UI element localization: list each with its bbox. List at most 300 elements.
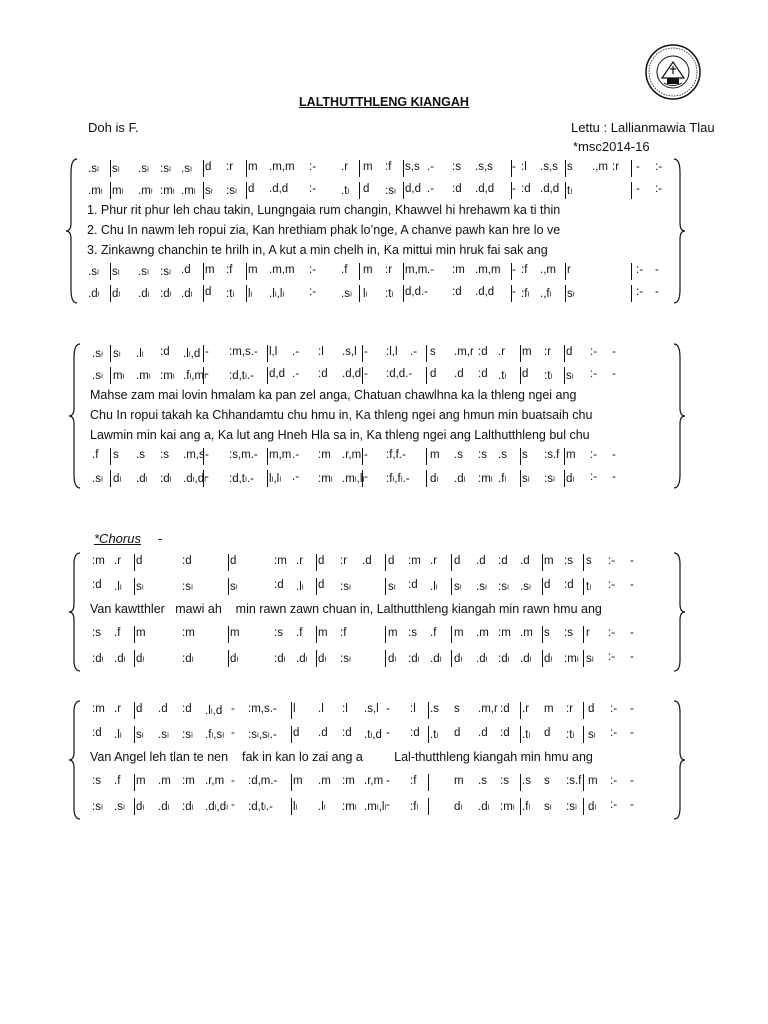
solfa-note: .m,s	[183, 449, 205, 461]
measure-bar	[228, 578, 229, 595]
solfa-note: .sₗ	[88, 266, 99, 278]
solfa-note: s	[430, 346, 436, 358]
solfa-note: :f	[340, 627, 347, 639]
solfa-note: .dₗ	[158, 801, 170, 813]
solfa-note: :d	[92, 727, 102, 739]
measure-bar	[520, 726, 521, 743]
measure-bar	[564, 367, 565, 384]
chorus-dash: -	[158, 531, 163, 546]
measure-bar	[316, 554, 317, 571]
solfa-note: :l,l	[386, 346, 398, 358]
solfa-note: -	[612, 346, 616, 358]
solfa-note: -	[231, 727, 235, 739]
solfa-note: .sₗ	[88, 163, 99, 175]
measure-bar	[316, 578, 317, 595]
solfa-note: :m	[342, 775, 355, 787]
solfa-note: d	[388, 555, 395, 567]
solfa-note: :fₗ	[410, 801, 419, 813]
solfa-part-row	[0, 576, 768, 596]
solfa-note: -	[386, 727, 390, 739]
measure-bar	[203, 367, 204, 384]
solfa-note: dₗ	[544, 653, 553, 665]
solfa-note: .-	[427, 264, 435, 276]
lyric-text: 2. Chu In nawm leh ropui zia, Kan hrethiam phak lo’nge, A chanve pawh kan hre lo ve	[87, 223, 561, 237]
solfa-note: sₗ	[136, 581, 144, 593]
solfa-note: :m,s.-	[248, 703, 277, 715]
lyric-text: Mahse zam mai lovin hmalam ka pan zel anga, Chatuan chawlhna ka la thleng ngei ang	[90, 388, 577, 402]
solfa-note: -	[630, 799, 634, 811]
lyric-line	[0, 241, 768, 261]
solfa-note: :f	[521, 264, 528, 276]
solfa-note: -	[364, 346, 368, 358]
measure-bar	[246, 160, 247, 177]
measure-bar	[203, 263, 204, 280]
solfa-note: sₗ	[586, 653, 594, 665]
measure-bar	[583, 554, 584, 571]
solfa-note: :m	[452, 264, 465, 276]
lyric-line	[0, 221, 768, 241]
solfa-note: :s	[452, 161, 461, 173]
solfa-note: d	[136, 555, 143, 567]
solfa-note: .lₗ	[114, 581, 122, 593]
solfa-note: m,m	[405, 264, 428, 276]
solfa-note: d	[318, 555, 325, 567]
solfa-note: :-	[608, 651, 616, 663]
solfa-note: m,m	[269, 449, 292, 461]
solfa-note: :s	[478, 449, 487, 461]
solfa-note: .dₗ	[138, 287, 150, 300]
solfa-note: s	[544, 627, 550, 639]
solfa-note: sₗ	[588, 729, 596, 741]
solfa-note: d	[454, 727, 461, 739]
solfa-note: :mₗ	[478, 472, 493, 485]
solfa-note: .fₗ,mₗ	[183, 369, 206, 382]
solfa-note: .m,m	[475, 264, 501, 276]
solfa-note: :d	[478, 367, 488, 380]
measure-bar	[631, 285, 632, 302]
solfa-note: m	[136, 775, 146, 787]
solfa-note: :sₗ	[340, 653, 351, 665]
solfa-note: :fₗ	[521, 287, 530, 300]
measure-bar	[520, 345, 521, 362]
measure-bar	[426, 345, 427, 362]
solfa-note: :m,s.-	[229, 346, 258, 358]
measure-bar	[583, 626, 584, 643]
solfa-note: :r	[544, 346, 552, 358]
solfa-note: m	[318, 627, 328, 639]
solfa-part-row	[0, 468, 768, 488]
left-brace	[68, 343, 82, 489]
measure-bar	[134, 554, 135, 571]
solfa-note: :d	[410, 727, 420, 739]
solfa-note: :dₗ	[182, 801, 194, 813]
measure-bar	[428, 774, 429, 791]
solfa-note: .r	[114, 555, 122, 567]
solfa-part-row	[0, 261, 768, 281]
solfa-note: .m	[476, 627, 489, 639]
solfa-note: .f	[114, 775, 121, 787]
solfa-note: -	[630, 727, 634, 739]
solfa-note: :dₗ	[160, 472, 172, 485]
solfa-note: .d	[476, 555, 486, 567]
measure-bar	[451, 554, 452, 571]
solfa-note: d	[544, 579, 551, 591]
solfa-note: :s	[92, 627, 101, 639]
measure-bar	[267, 367, 268, 384]
solfa-note: sₗ	[112, 266, 120, 278]
solfa-note: .-	[292, 367, 300, 380]
solfa-note: d	[544, 727, 551, 739]
solfa-note: .tₗ	[341, 184, 350, 197]
solfa-note: dₗ	[112, 287, 121, 300]
solfa-note: .d,d	[475, 182, 495, 195]
solfa-note: .lₗ	[296, 581, 304, 593]
measure-bar	[565, 182, 566, 199]
key-signature: Doh is F.	[88, 120, 139, 135]
solfa-note: .tₗ,d	[364, 729, 382, 741]
measure-bar	[110, 345, 111, 362]
solfa-note: d	[205, 161, 212, 173]
solfa-note: .s	[478, 775, 487, 787]
solfa-note: -	[205, 346, 209, 358]
solfa-note: -	[630, 555, 634, 567]
solfa-note: .dₗ	[296, 653, 308, 665]
solfa-note: :m	[182, 775, 195, 787]
solfa-note: .r,m	[364, 775, 384, 787]
solfa-note: .sₗ	[476, 581, 487, 593]
solfa-note: .dₗ	[478, 801, 490, 813]
solfa-note: sₗ	[544, 801, 552, 813]
solfa-part-row	[0, 158, 768, 178]
solfa-note: -	[655, 264, 659, 276]
measure-bar	[511, 182, 512, 199]
solfa-note: .sₗ	[158, 729, 169, 741]
solfa-part-row	[0, 700, 768, 720]
solfa-note: s	[586, 555, 592, 567]
solfa-note: :mₗ	[564, 653, 579, 665]
measure-bar	[110, 182, 111, 199]
solfa-note: sₗ	[113, 348, 121, 360]
solfa-note: .r,m	[205, 775, 225, 787]
solfa-note: .f	[296, 627, 303, 639]
solfa-note: .,fₗ	[540, 287, 552, 300]
solfa-part-row	[0, 724, 768, 744]
solfa-note: .sₗ	[181, 163, 192, 175]
solfa-note: m	[230, 627, 240, 639]
solfa-note: :d	[452, 285, 462, 298]
solfa-note: .tₗ	[430, 729, 439, 741]
solfa-note: s	[454, 703, 460, 715]
measure-bar	[564, 345, 565, 362]
solfa-note: .dₗ	[520, 653, 532, 665]
solfa-note: .mₗ	[138, 184, 153, 197]
solfa-note: dₗ	[318, 653, 327, 665]
solfa-note: :f	[226, 264, 233, 276]
measure-bar	[403, 160, 404, 177]
solfa-note: .m,m	[269, 264, 295, 276]
solfa-note: :-	[608, 579, 616, 591]
solfa-note: .lₗ	[114, 729, 122, 741]
solfa-note: s	[113, 449, 119, 461]
solfa-note: :mₗ	[342, 801, 357, 813]
measure-bar	[511, 285, 512, 302]
measure-bar	[564, 470, 565, 487]
solfa-note: d	[522, 367, 529, 380]
solfa-note: :d	[564, 579, 574, 591]
right-brace	[672, 700, 686, 820]
solfa-note: m	[566, 449, 576, 461]
solfa-note: :mₗ	[318, 472, 333, 485]
solfa-note: :dₗ	[182, 653, 194, 665]
solfa-note: -	[205, 470, 209, 483]
right-brace	[672, 343, 686, 489]
solfa-note: .f	[341, 264, 348, 276]
lyric-line	[0, 600, 768, 620]
solfa-note: lₗ	[363, 287, 368, 300]
solfa-note: -	[630, 775, 634, 787]
solfa-note: .sₗ	[138, 266, 149, 278]
measure-bar	[385, 626, 386, 643]
solfa-note: lₗ	[293, 801, 298, 813]
solfa-note: .lₗ	[318, 801, 326, 813]
solfa-note: .dₗ	[136, 472, 148, 485]
solfa-note: .lₗ,d	[183, 348, 201, 360]
solfa-note: :d	[521, 182, 531, 195]
solfa-note: :-	[608, 555, 616, 567]
chorus-label: *Chorus	[94, 531, 141, 546]
solfa-note: :-	[590, 367, 598, 380]
solfa-note: -	[636, 161, 640, 173]
solfa-note: -	[630, 579, 634, 591]
solfa-note: :-	[655, 182, 663, 195]
measure-bar	[428, 726, 429, 743]
solfa-note: s	[567, 161, 573, 173]
solfa-note: :r	[385, 264, 393, 276]
solfa-note: :m	[274, 555, 287, 567]
measure-bar	[316, 650, 317, 667]
solfa-note: m	[388, 627, 398, 639]
solfa-note: :s	[92, 775, 101, 787]
solfa-note: :s	[564, 627, 573, 639]
solfa-note: l,l	[269, 346, 278, 358]
solfa-note: sₗ	[205, 184, 213, 197]
solfa-note: -	[655, 285, 659, 298]
solfa-note: .dₗ	[454, 472, 466, 485]
solfa-note: .m	[520, 627, 533, 639]
solfa-note: :mₗ	[160, 184, 175, 197]
solfa-note: :sₗ	[340, 581, 351, 593]
left-brace	[68, 700, 82, 820]
solfa-note: .d	[318, 727, 328, 739]
solfa-note: :r	[226, 161, 234, 173]
measure-bar	[542, 578, 543, 595]
solfa-note: :s	[500, 775, 509, 787]
solfa-note: :d	[478, 346, 488, 358]
solfa-note: dₗ	[430, 472, 439, 485]
solfa-note: -	[612, 470, 616, 483]
measure-bar	[359, 182, 360, 199]
measure-bar	[385, 554, 386, 571]
solfa-note: .-	[292, 470, 300, 483]
solfa-part-row	[0, 365, 768, 385]
solfa-note: l	[293, 703, 296, 715]
solfa-note: .s,s	[475, 161, 493, 173]
solfa-note: :m	[318, 449, 331, 461]
solfa-note: d,d	[269, 367, 285, 380]
solfa-note: :-	[309, 264, 317, 276]
solfa-note: d	[248, 182, 255, 195]
solfa-note: :-	[610, 703, 618, 715]
measure-bar	[359, 160, 360, 177]
solfa-note: s,s	[405, 161, 420, 173]
measure-bar	[203, 182, 204, 199]
measure-bar	[631, 182, 632, 199]
solfa-note: m	[588, 775, 598, 787]
solfa-note: :dₗ	[498, 653, 510, 665]
solfa-note: .fₗ	[522, 801, 531, 813]
solfa-note: .sₗ	[138, 163, 149, 175]
measure-bar	[316, 626, 317, 643]
solfa-note: .-	[427, 161, 435, 173]
solfa-note: d,d.-	[405, 285, 429, 298]
solfa-note: .f	[114, 627, 121, 639]
solfa-note: :sₗ	[160, 266, 171, 278]
song-title: LALTHUTTHLENG KIANGAH	[299, 95, 469, 109]
measure-bar	[520, 470, 521, 487]
solfa-note: :-	[610, 799, 618, 811]
solfa-note: :-	[610, 727, 618, 739]
solfa-note: :r	[612, 161, 620, 173]
solfa-note: -	[205, 449, 209, 461]
solfa-note: :sₗ	[385, 184, 396, 197]
solfa-note: :sₗ	[182, 581, 193, 593]
solfa-part-row	[0, 180, 768, 200]
solfa-note: .m	[318, 775, 331, 787]
solfa-note: -	[512, 161, 516, 173]
lyric-line	[0, 201, 768, 221]
measure-bar	[403, 263, 404, 280]
solfa-note: -	[364, 367, 368, 380]
solfa-note: -	[636, 182, 640, 195]
solfa-note: .dₗ	[88, 287, 100, 300]
solfa-note: :dₗ	[92, 653, 104, 665]
solfa-note: .s	[430, 703, 439, 715]
composer-credit: Lettu : Lallianmawia Tlau	[571, 120, 715, 135]
measure-bar	[631, 263, 632, 280]
solfa-note: .-	[292, 449, 300, 461]
measure-bar	[110, 160, 111, 177]
measure-bar	[362, 448, 363, 465]
solfa-note: .r	[341, 161, 349, 173]
measure-bar	[203, 160, 204, 177]
solfa-note: d	[566, 346, 573, 358]
solfa-part-row	[0, 552, 768, 572]
measure-bar	[291, 798, 292, 815]
solfa-note: sₗ	[454, 581, 462, 593]
measure-bar	[565, 285, 566, 302]
solfa-note: m	[522, 346, 532, 358]
solfa-note: m	[363, 264, 373, 276]
solfa-note: d	[588, 703, 595, 715]
solfa-note: .dₗ	[476, 653, 488, 665]
solfa-note: d	[430, 367, 437, 380]
solfa-note: :dₗ	[274, 653, 286, 665]
solfa-note: :dₗ	[160, 287, 172, 300]
solfa-note: -	[231, 799, 235, 811]
measure-bar	[134, 726, 135, 743]
solfa-note: :s	[564, 555, 573, 567]
measure-bar	[134, 702, 135, 719]
solfa-note: .s	[136, 449, 145, 461]
solfa-note: -	[630, 703, 634, 715]
solfa-note: :-	[636, 264, 644, 276]
solfa-note: :-	[610, 775, 618, 787]
solfa-note: sₗ	[136, 729, 144, 741]
measure-bar	[583, 702, 584, 719]
solfa-note: .-	[410, 346, 418, 358]
solfa-note: .dₗ,dₗ	[205, 801, 228, 813]
measure-bar	[110, 263, 111, 280]
measure-bar	[246, 182, 247, 199]
measure-bar	[228, 626, 229, 643]
solfa-note: :-	[590, 470, 598, 483]
solfa-note: :r	[566, 703, 574, 715]
solfa-note: d	[136, 703, 143, 715]
solfa-note: :m	[92, 703, 105, 715]
solfa-note: :f,f.-	[386, 449, 406, 461]
solfa-note: mₗ	[112, 184, 124, 197]
solfa-note: d,d	[405, 182, 421, 195]
solfa-note: .m	[158, 775, 171, 787]
solfa-note: :sₗ	[498, 581, 509, 593]
measure-bar	[428, 702, 429, 719]
measure-bar	[583, 798, 584, 815]
measure-bar	[385, 578, 386, 595]
measure-bar	[246, 263, 247, 280]
solfa-note: :d,tₗ.-	[229, 472, 254, 485]
solfa-note: .d,d	[540, 182, 560, 195]
measure-bar	[565, 263, 566, 280]
solfa-note: :mₗ	[500, 801, 515, 813]
solfa-note: .s	[498, 449, 507, 461]
solfa-note: .f	[92, 449, 99, 461]
measure-bar	[362, 470, 363, 487]
solfa-note: m	[248, 161, 258, 173]
solfa-note: d	[230, 555, 237, 567]
solfa-note: .lₗ	[430, 581, 438, 593]
measure-bar	[110, 285, 111, 302]
solfa-note: .r	[522, 703, 530, 715]
church-seal-logo	[645, 44, 701, 100]
lyric-text: Chu In ropui takah ka Chhandamtu chu hmu in, Ka thleng ngei ang hmun min buatsaih chu	[90, 408, 593, 422]
measure-bar	[267, 448, 268, 465]
solfa-note: :s	[160, 449, 169, 461]
solfa-note: :d	[318, 367, 328, 380]
measure-bar	[203, 285, 204, 302]
measure-bar	[426, 367, 427, 384]
solfa-note: d	[318, 579, 325, 591]
measure-bar	[110, 367, 111, 384]
solfa-note: :r	[340, 555, 348, 567]
solfa-note: dₗ	[388, 653, 397, 665]
solfa-note: :m	[182, 627, 195, 639]
solfa-note: :-	[590, 346, 598, 358]
solfa-note: :-	[309, 285, 317, 298]
solfa-note: :s.f	[566, 775, 582, 787]
solfa-note: lₗ,lₗ	[269, 472, 282, 485]
solfa-note: sₗ	[230, 581, 238, 593]
solfa-part-row	[0, 283, 768, 303]
